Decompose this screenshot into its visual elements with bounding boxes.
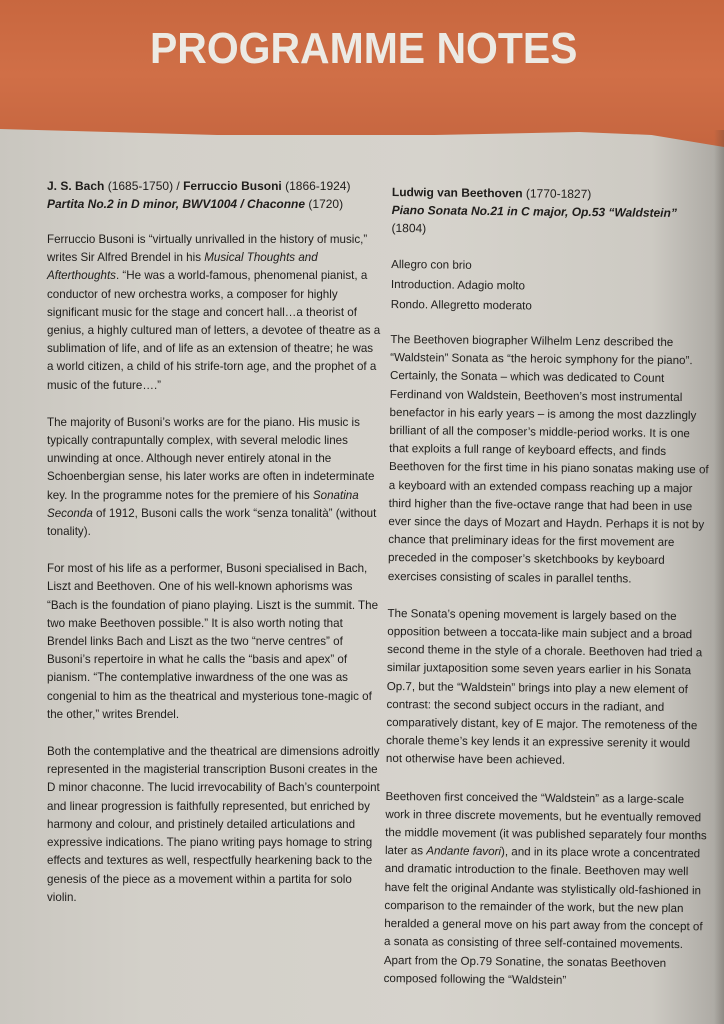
- page-edge-shadow: [714, 130, 724, 1024]
- work-name: Andante favori: [426, 844, 502, 859]
- paragraph: The Sonata’s opening movement is largely based on the opposition between a toccata-like main subject and a broad second theme in the style of a chorale. Beethoven had tried a similar juxtaposition some seven years earlier in his Sonata Op.7, but the “Waldstein” brings into play a new element of contrast: the second subject occurs in the radiant, and comparatively distant, key of E major. The remoteness of the chorale theme’s key lends it an expressive serenity it would not otherwise have been achieved.: [385, 606, 703, 768]
- paragraph: [384, 788, 708, 992]
- work-year: (1720): [305, 197, 344, 211]
- work-title-text: Partita No.2 in D minor, BWV1004 / Chaconne: [47, 197, 306, 211]
- composer-bach: J. S. Bach: [47, 179, 105, 193]
- paragraph: Both the contemplative and the theatrical are dimensions adroitly represented in the magisterial transcription Busoni creates in the D minor chaconne. The lucid irrevocability of Bach’s counterpoint and linear progression is faithfully represented, but enriched by harmony and colour, and pristinely detailed articulations and expressive indications. The piano writing pays homage to string effects and textures as well, respectfully hearkening back to the genesis of the piece as a movement within a partita for solo violin.: [47, 745, 380, 904]
- paragraph: [47, 231, 382, 395]
- page-title: PROGRAMME NOTES: [150, 24, 578, 73]
- left-work-title: [47, 195, 382, 213]
- text: . “He was a world-famous, phenomenal pianist, a conductor of new orchestra works, a composer for highly significant music for the stage and concert hall…a theorist of genius, a highly cultured man of letters, a devotee of theatre as a sublimation of life, and of life as an extension of theatre; he was a world citizen, a child of his strife-torn age, and the prophet of a music of the future….”: [47, 269, 381, 392]
- work-title-text: Piano Sonata No.21 in C major, Op.53 “Waldstein”: [391, 202, 677, 220]
- book-title: Musical Thoughts and Afterthoughts: [47, 251, 318, 283]
- work-name: Sonatina Seconda: [47, 488, 359, 520]
- right-column: [383, 183, 714, 1010]
- text: The majority of Busoni’s works are for the piano. His music is typically contrapuntally complex, with several melodic lines unwinding at once. Although never entirely atonal in the Schoenbergian sense, his later works are often in indeterminate key. In the programme notes for the premiere of his: [47, 415, 375, 502]
- movement-list: [391, 255, 714, 318]
- paragraph: For most of his life as a performer, Busoni specialised in Bach, Liszt and Beethoven. One of his well-known aphorisms was “Bach is the foundation of piano playing. Liszt is the summit. The two make Beethoven possible.” It is also worth noting that Brendel links Bach and Liszt as the two “nerve centres” of Busoni’s repertoire in what he calls the “basis and apex” of pianism. “The contemplative inwardness of the one was as congenial to him as the theatrical and mysterious tone-magic of the other,” writes Brendel.: [47, 562, 379, 721]
- composer-beethoven: Ludwig van Beethoven: [391, 184, 523, 201]
- movement-item: Introduction. Adagio molto: [390, 277, 526, 293]
- text: Beethoven first conceived the “Waldstein” as a large-scale work in three discrete movements, but he eventually removed the middle movement (it was published separately four months later as: [384, 789, 707, 858]
- composer-busoni: Ferruccio Busoni: [183, 179, 282, 193]
- right-work-title: [391, 201, 713, 240]
- text: ), and in its place wrote a concentrated and dramatic introduction to the finale. Beethoven may well have felt the original Andante was stylistically old-fashioned in comparison to the remainder of the work, but the new plan heralded a general move on his part away from the concept of a sonata as consisting of three self-contained movements. Apart from the Op.79 Sonatine, the sonatas Beethoven composed following the “Waldstein”: [383, 845, 703, 987]
- left-column: [47, 177, 382, 926]
- composer-bach-dates: (1685-1750) /: [104, 179, 184, 193]
- left-composers: [47, 177, 382, 195]
- paragraph: [47, 414, 382, 541]
- movement-item: Allegro con brio: [391, 257, 472, 272]
- header-banner: [0, 0, 724, 150]
- paragraph: The Beethoven biographer Wilhelm Lenz described the “Waldstein” Sonata as “the heroic symphony for the piano”. Certainly, the Sonata – which was dedicated to Count Ferdinand von Waldstein, Beethoven’s most instrumental benefactor in his early years – is among the most dazzlingly brilliant of all the composer’s middle-period works. It is one that exploits a full range of keyboard effects, and finds Beethoven for the first time in his piano sonatas making use of a keyboard with an extended compass reaching up a major third higher than the five-octave range that had been in use ever since the days of Mozart and Haydn. Perhaps it is not by chance that preliminary ideas for the first movement are preceded in the composer’s sketchbooks by keyboard exercises consisting of scales in parallel tenths.: [387, 332, 709, 586]
- text: of 1912, Busoni calls the work “senza tonalità” (without tonality).: [47, 506, 377, 539]
- movement-item: Rondo. Allegretto moderato: [390, 297, 532, 313]
- composer-beethoven-dates: (1770-1827): [522, 186, 592, 202]
- composer-busoni-dates: (1866-1924): [281, 179, 351, 193]
- work-year: (1804): [391, 220, 427, 236]
- text: Ferruccio Busoni is “virtually unrivalled in the history of music,” writes Sir Alfred Brendel in his: [47, 233, 368, 265]
